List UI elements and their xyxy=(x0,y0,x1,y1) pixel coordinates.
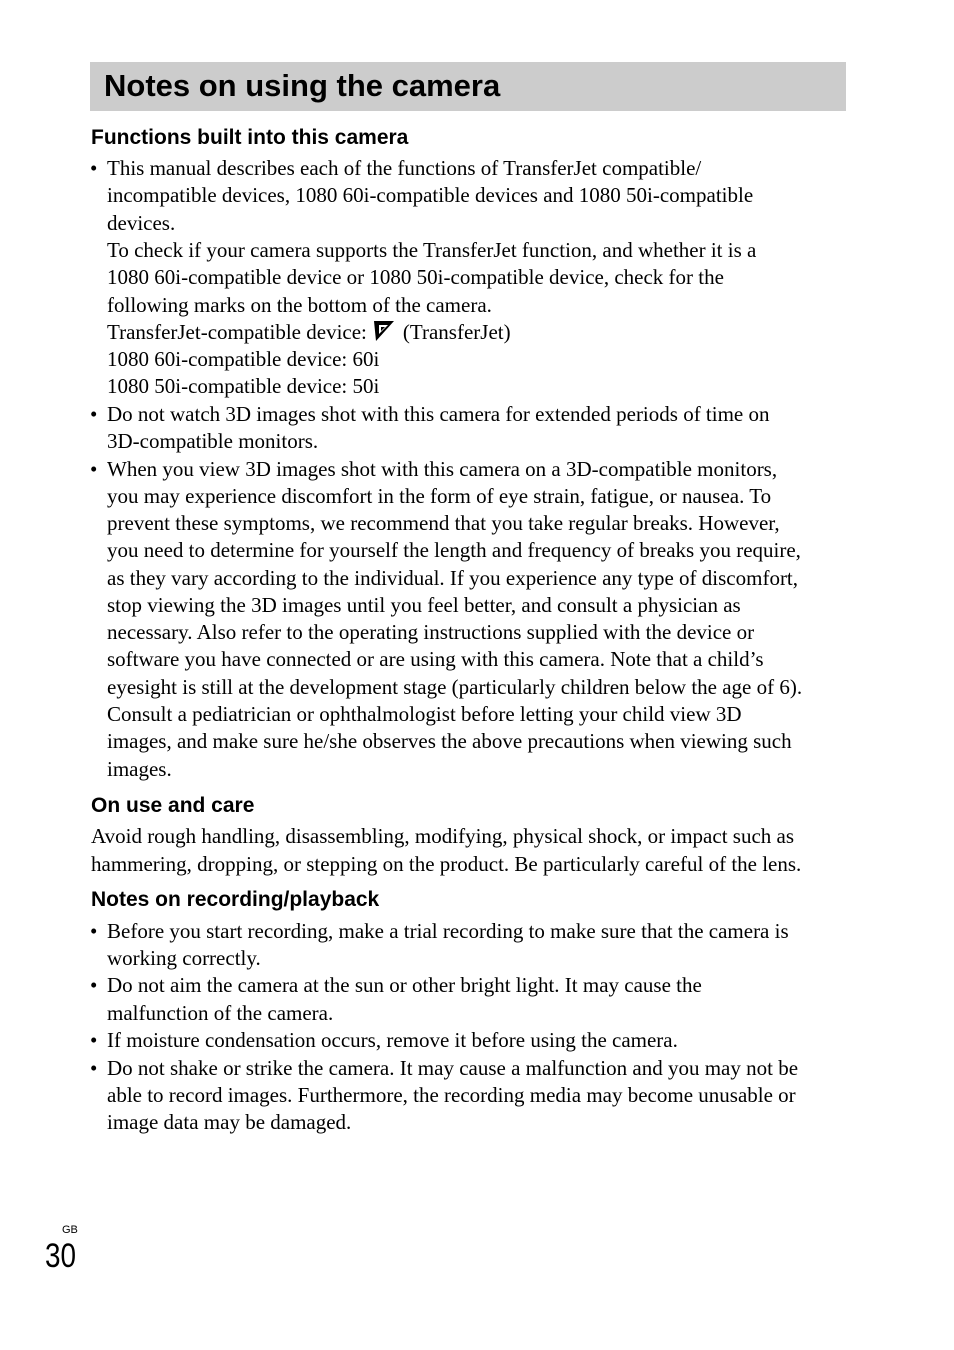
page-title: Notes on using the camera xyxy=(104,68,501,103)
bullet-marker: • xyxy=(90,402,98,426)
page-number: 30 xyxy=(45,1237,77,1275)
paragraph-line: Do not aim the camera at the sun or other bright light. It may cause the xyxy=(107,973,702,997)
paragraph-line: image data may be damaged. xyxy=(107,1110,352,1134)
paragraph-line: you need to determine for yourself the length and frequency of breaks you require, xyxy=(107,538,801,562)
paragraph-line: working correctly. xyxy=(107,946,261,970)
mark-50i-line: 1080 50i-compatible device: 50i xyxy=(107,374,380,398)
paragraph-line: Do not watch 3D images shot with this camera for extended periods of time on xyxy=(107,402,770,426)
paragraph-line: able to record images. Furthermore, the recording media may become unusable or xyxy=(107,1083,796,1107)
bullet-marker: • xyxy=(90,973,98,997)
paragraph-line: Do not shake or strike the camera. It may cause a malfunction and you may not be xyxy=(107,1056,799,1080)
region-code: GB xyxy=(62,1224,78,1236)
transferjet-suffix: (TransferJet) xyxy=(402,320,511,344)
paragraph-line: 1080 60i-compatible device or 1080 50i-compatible device, check for the xyxy=(107,265,724,289)
title-band xyxy=(90,62,846,111)
bullet-marker: • xyxy=(90,919,98,943)
transferjet-mark-icon xyxy=(373,320,395,348)
paragraph-line: necessary. Also refer to the operating instructions supplied with the device or xyxy=(107,620,755,644)
paragraph-line: Avoid rough handling, disassembling, modifying, physical shock, or impact such as xyxy=(91,824,795,848)
paragraph-line: stop viewing the 3D images until you feel better, and consult a physician as xyxy=(107,593,741,617)
paragraph-line: eyesight is still at the development stage (particularly children below the age of 6). xyxy=(107,675,803,699)
paragraph-line: This manual describes each of the functions of TransferJet compatible/ xyxy=(107,156,702,180)
bullet-marker: • xyxy=(90,1056,98,1080)
paragraph-line: following marks on the bottom of the camera. xyxy=(107,293,492,317)
paragraph-line: If moisture condensation occurs, remove it before using the camera. xyxy=(107,1028,678,1052)
paragraph-line: as they vary according to the individual. If you experience any type of discomfort, xyxy=(107,566,799,590)
paragraph-line: software you have connected or are using with this camera. Note that a child’s xyxy=(107,647,764,671)
bullet-marker: • xyxy=(90,156,98,180)
paragraph-line: you may experience discomfort in the form of eye strain, fatigue, or nausea. To xyxy=(107,484,772,508)
paragraph-line: devices. xyxy=(107,211,176,235)
paragraph-line: When you view 3D images shot with this camera on a 3D-compatible monitors, xyxy=(107,457,778,481)
section-heading-use-care: On use and care xyxy=(91,794,255,817)
paragraph-line: Before you start recording, make a trial recording to make sure that the camera is xyxy=(107,919,789,943)
paragraph-line: hammering, dropping, or stepping on the product. Be particularly careful of the lens. xyxy=(91,852,802,876)
paragraph-line: images, and make sure he/she observes the above precautions when viewing such xyxy=(107,729,792,753)
paragraph-line: To check if your camera supports the TransferJet function, and whether it is a xyxy=(107,238,757,262)
bullet-marker: • xyxy=(90,457,98,481)
transferjet-label: TransferJet-compatible device: xyxy=(107,320,367,344)
paragraph-line: images. xyxy=(107,757,172,781)
section-heading-recording: Notes on recording/playback xyxy=(91,888,380,911)
section-heading-functions: Functions built into this camera xyxy=(91,126,409,149)
paragraph-line: malfunction of the camera. xyxy=(107,1001,334,1025)
paragraph-line: prevent these symptoms, we recommend that you take regular breaks. However, xyxy=(107,511,780,535)
mark-60i-line: 1080 60i-compatible device: 60i xyxy=(107,347,380,371)
paragraph-line: incompatible devices, 1080 60i-compatible devices and 1080 50i-compatible xyxy=(107,183,754,207)
bullet-marker: • xyxy=(90,1028,98,1052)
transferjet-mark-line xyxy=(107,319,511,348)
paragraph-line: 3D-compatible monitors. xyxy=(107,429,319,453)
paragraph-line: Consult a pediatrician or ophthalmologist before letting your child view 3D xyxy=(107,702,742,726)
